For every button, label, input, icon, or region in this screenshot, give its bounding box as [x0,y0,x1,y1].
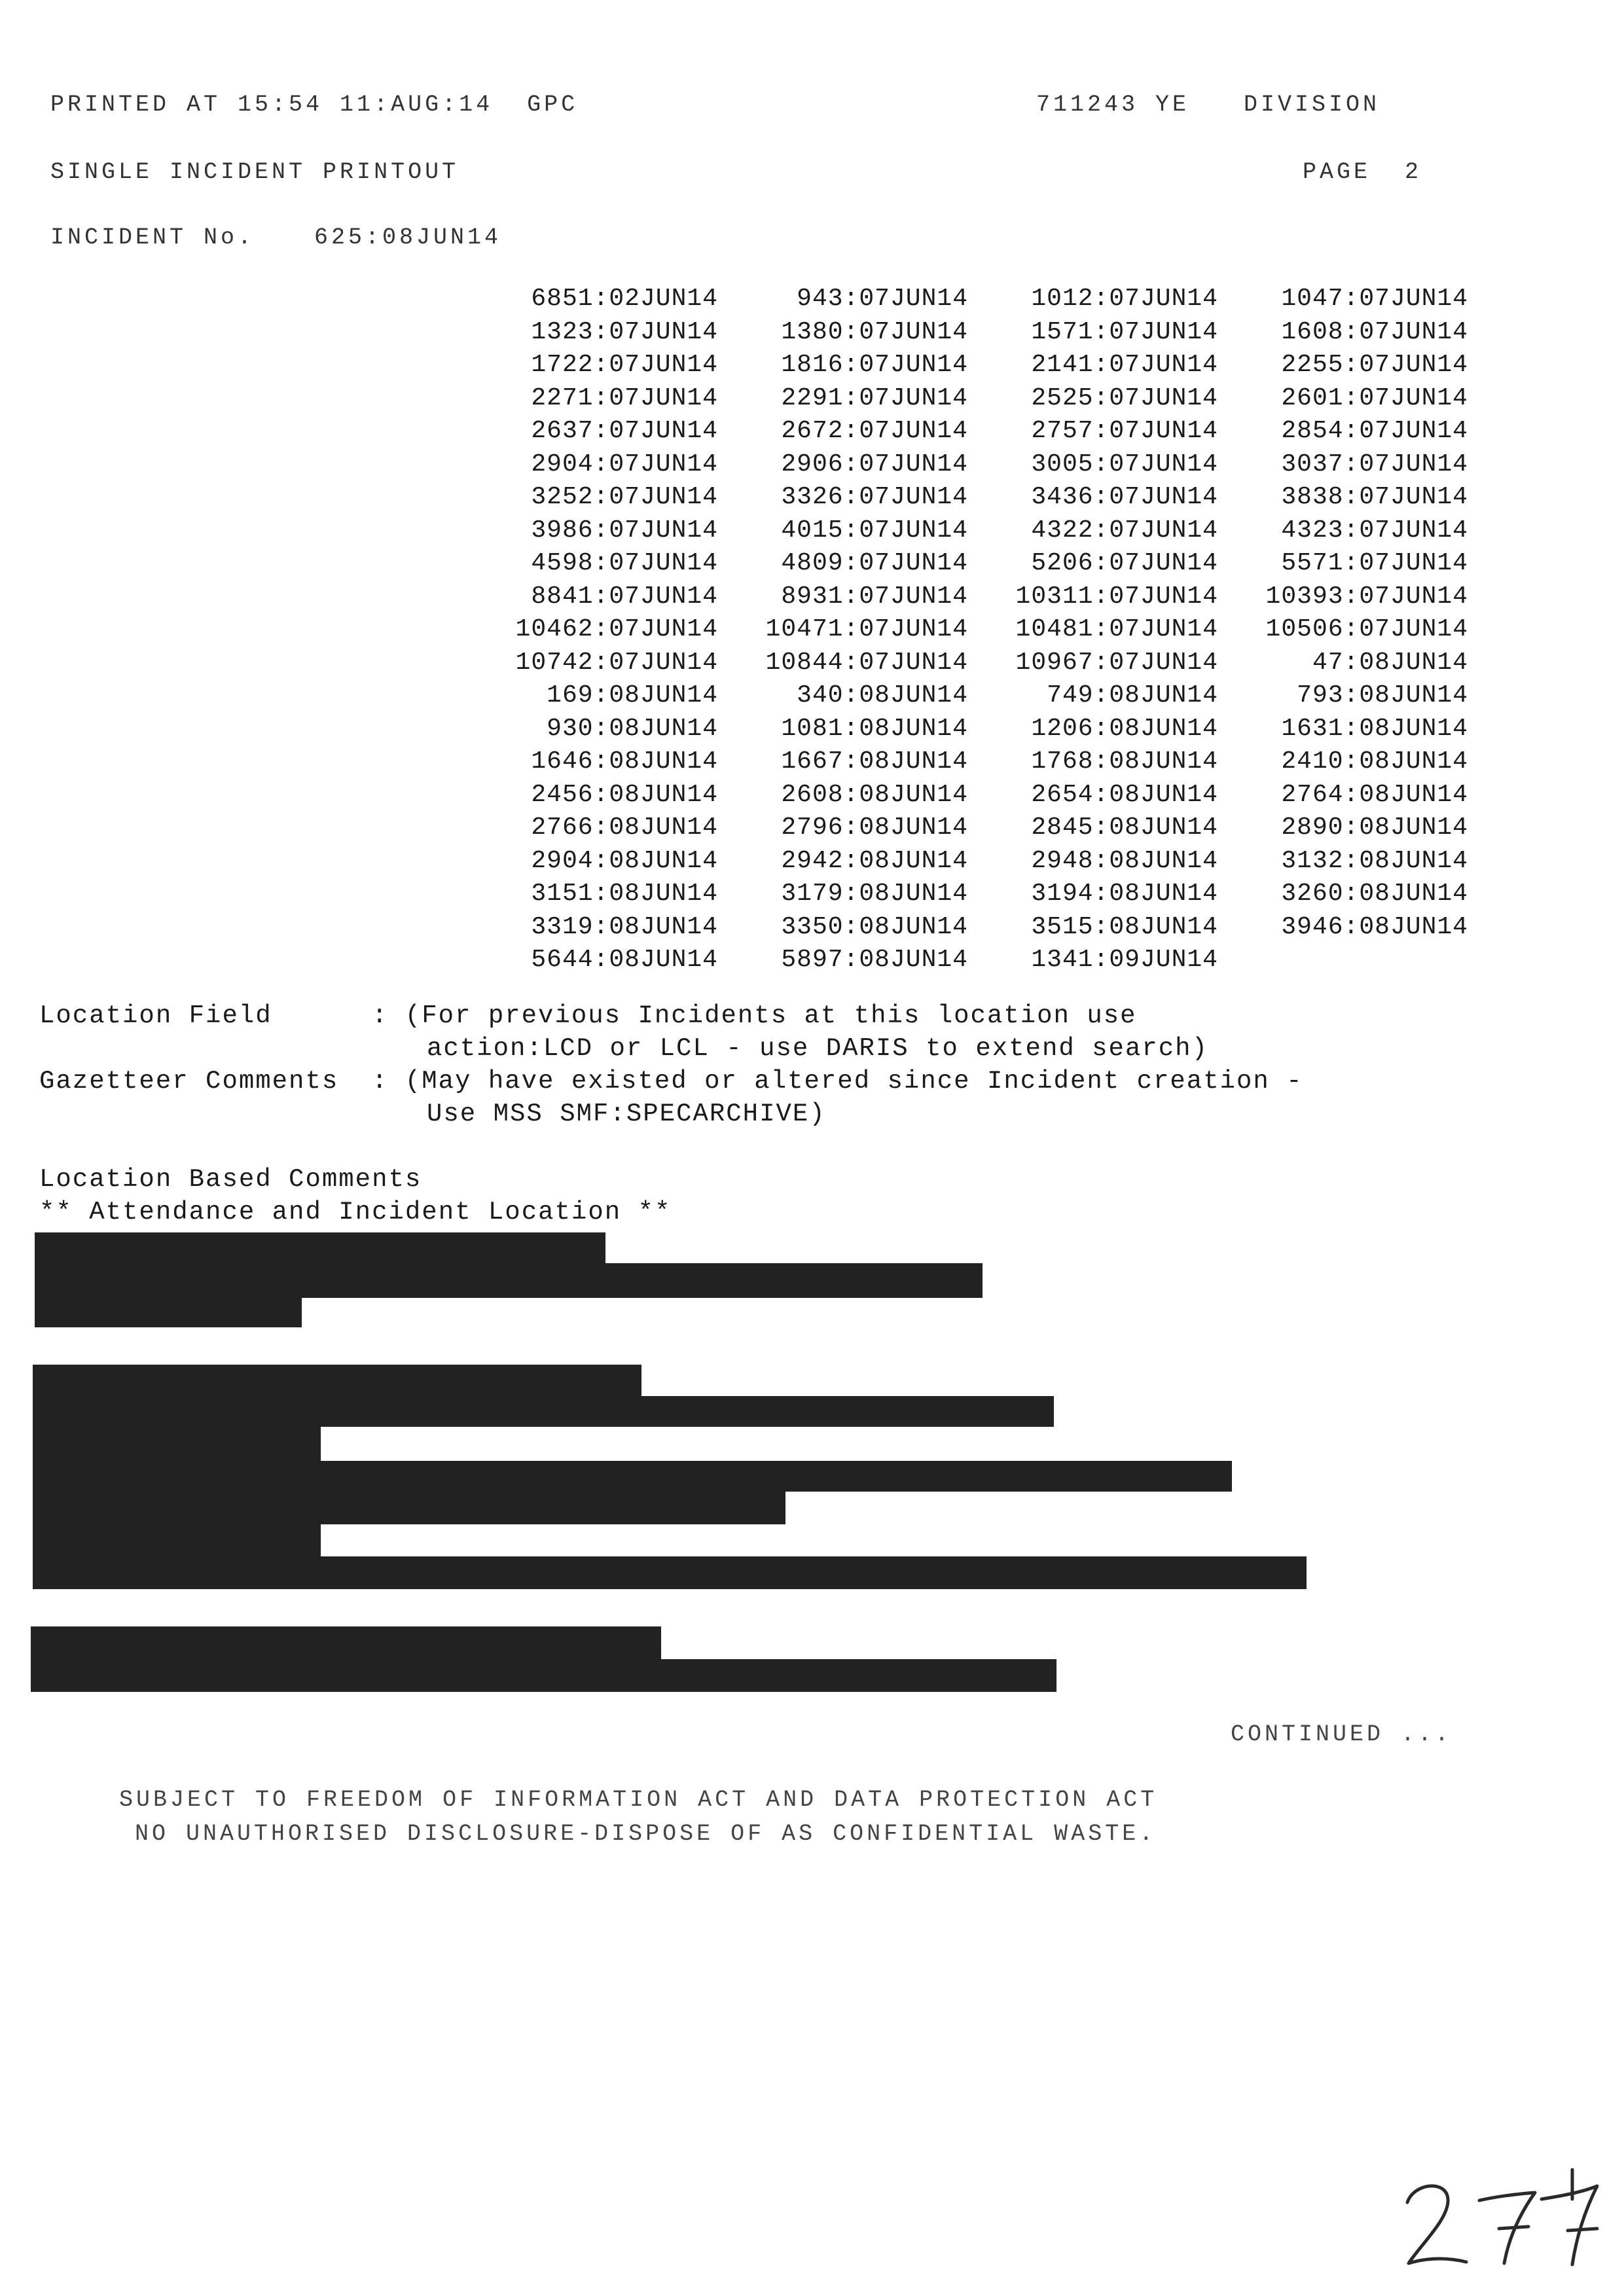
linked-incident-ref: 47:08JUN14 [1312,648,1468,677]
linked-incident-ref: 930:08JUN14 [547,714,718,743]
linked-incident-ref: 1081:08JUN14 [781,714,968,743]
linked-incident-ref: 3132:08JUN14 [1281,846,1468,875]
linked-incident-ref: 8931:07JUN14 [781,582,968,611]
linked-incident-ref: 1047:07JUN14 [1281,285,1468,313]
linked-incident-ref: 2637:07JUN14 [531,417,718,445]
linked-incident-ref: 10481:07JUN14 [1015,615,1218,643]
linked-incident-ref: 3005:07JUN14 [1031,450,1218,478]
linked-incident-ref: 3986:07JUN14 [531,516,718,545]
gazetteer-comments-text: : (May have existed or altered since Incident creation - [372,1067,1303,1096]
linked-incident-ref: 1646:08JUN14 [531,747,718,776]
linked-incident-ref: 2766:08JUN14 [531,814,718,842]
linked-incident-ref: 10471:07JUN14 [765,615,968,643]
linked-incident-ref: 1341:09JUN14 [1031,946,1218,974]
linked-incident-ref: 749:08JUN14 [1047,681,1218,709]
linked-incident-ref: 2291:07JUN14 [781,384,968,412]
linked-incidents-grid [468,285,1468,979]
linked-incident-ref: 2456:08JUN14 [531,780,718,809]
linked-incident-ref: 2796:08JUN14 [781,814,968,842]
linked-incident-ref: 1667:08JUN14 [781,747,968,776]
location-based-comments-label: Location Based Comments [39,1165,422,1194]
linked-incident-ref: 2141:07JUN14 [1031,351,1218,379]
linked-incident-ref: 1816:07JUN14 [781,351,968,379]
linked-incident-ref: 5897:08JUN14 [781,946,968,974]
linked-incident-ref: 5571:07JUN14 [1281,549,1468,577]
linked-incident-ref: 3179:08JUN14 [781,880,968,908]
linked-incident-ref: 1722:07JUN14 [531,351,718,379]
linked-incident-ref: 3260:08JUN14 [1281,880,1468,908]
linked-incident-ref: 2904:07JUN14 [531,450,718,478]
linked-incident-ref: 2845:08JUN14 [1031,814,1218,842]
linked-incident-ref: 3946:08JUN14 [1281,912,1468,941]
linked-incident-ref: 169:08JUN14 [547,681,718,709]
linked-incident-ref: 1571:07JUN14 [1031,317,1218,346]
linked-incident-ref: 10311:07JUN14 [1015,582,1218,611]
linked-incident-ref: 2764:08JUN14 [1281,780,1468,809]
linked-incident-ref: 10462:07JUN14 [515,615,718,643]
linked-incident-ref: 2942:08JUN14 [781,846,968,875]
linked-incident-ref: 4809:07JUN14 [781,549,968,577]
linked-incident-ref: 3436:07JUN14 [1031,483,1218,511]
linked-incident-ref: 10506:07JUN14 [1265,615,1468,643]
linked-incident-ref: 10844:07JUN14 [765,648,968,677]
linked-incident-ref: 2890:08JUN14 [1281,814,1468,842]
confidentiality-notice-2: NO UNAUTHORISED DISCLOSURE-DISPOSE OF AS CONFIDENTIAL WASTE. [135,1821,1157,1847]
incident-number-value: 625:08JUN14 [314,224,502,251]
linked-incident-ref: 2410:08JUN14 [1281,747,1468,776]
linked-incident-ref: 1012:07JUN14 [1031,285,1218,313]
linked-incident-ref: 3515:08JUN14 [1031,912,1218,941]
linked-incident-ref: 8841:07JUN14 [531,582,718,611]
linked-incident-ref: 2525:07JUN14 [1031,384,1218,412]
linked-incident-ref: 10967:07JUN14 [1015,648,1218,677]
printed-timestamp: PRINTED AT 15:54 11:AUG:14 GPC [50,92,579,118]
linked-incident-ref: 4015:07JUN14 [781,516,968,545]
linked-incident-ref: 6851:02JUN14 [531,285,718,313]
continued-label: CONTINUED ... [1231,1721,1453,1748]
linked-incident-ref: 2948:08JUN14 [1031,846,1218,875]
incident-number-label: INCIDENT No. [50,224,255,251]
linked-incident-ref: 1608:07JUN14 [1281,317,1468,346]
gazetteer-comments-text-2: Use MSS SMF:SPECARCHIVE) [427,1100,826,1128]
linked-incident-ref: 2672:07JUN14 [781,417,968,445]
location-field-text: : (For previous Incidents at this location use [372,1001,1137,1030]
linked-incident-ref: 1323:07JUN14 [531,317,718,346]
reference-number: 711243 YE [1036,92,1190,118]
linked-incident-ref: 3151:08JUN14 [531,880,718,908]
linked-incident-ref: 4322:07JUN14 [1031,516,1218,545]
linked-incident-ref: 2271:07JUN14 [531,384,718,412]
document-title: SINGLE INCIDENT PRINTOUT [50,159,460,185]
linked-incident-ref: 10393:07JUN14 [1265,582,1468,611]
location-field-label: Location Field [39,1001,272,1030]
linked-incident-ref: 1206:08JUN14 [1031,714,1218,743]
attendance-heading: ** Attendance and Incident Location ** [39,1198,672,1227]
gazetteer-comments-label: Gazetteer Comments [39,1067,339,1096]
linked-incident-ref: 4598:07JUN14 [531,549,718,577]
linked-incident-ref: 1380:07JUN14 [781,317,968,346]
linked-incident-ref: 2854:07JUN14 [1281,417,1468,445]
linked-incident-ref: 3838:07JUN14 [1281,483,1468,511]
linked-incident-ref: 2904:08JUN14 [531,846,718,875]
linked-incident-ref: 2608:08JUN14 [781,780,968,809]
linked-incident-ref: 3252:07JUN14 [531,483,718,511]
division-label: DIVISION [1244,92,1380,118]
location-field-text-2: action:LCD or LCL - use DARIS to extend search) [427,1034,1208,1063]
linked-incident-ref: 3194:08JUN14 [1031,880,1218,908]
confidentiality-notice: SUBJECT TO FREEDOM OF INFORMATION ACT AND DATA PROTECTION ACT [119,1787,1158,1813]
linked-incident-ref: 2906:07JUN14 [781,450,968,478]
linked-incident-ref: 5206:07JUN14 [1031,549,1218,577]
linked-incident-ref: 340:08JUN14 [797,681,968,709]
linked-incident-ref: 4323:07JUN14 [1281,516,1468,545]
linked-incident-ref: 943:07JUN14 [797,285,968,313]
linked-incident-ref: 3326:07JUN14 [781,483,968,511]
linked-incident-ref: 2255:07JUN14 [1281,351,1468,379]
linked-incident-ref: 3350:08JUN14 [781,912,968,941]
linked-incident-ref: 2601:07JUN14 [1281,384,1468,412]
linked-incident-ref: 3037:07JUN14 [1281,450,1468,478]
linked-incident-ref: 2654:08JUN14 [1031,780,1218,809]
handwritten-page-number [1401,2166,1617,2271]
linked-incident-ref: 1768:08JUN14 [1031,747,1218,776]
linked-incident-ref: 3319:08JUN14 [531,912,718,941]
linked-incident-ref: 1631:08JUN14 [1281,714,1468,743]
linked-incident-ref: 5644:08JUN14 [531,946,718,974]
page-number: PAGE 2 [1303,159,1422,185]
linked-incident-ref: 2757:07JUN14 [1031,417,1218,445]
linked-incident-ref: 793:08JUN14 [1297,681,1468,709]
linked-incident-ref: 10742:07JUN14 [515,648,718,677]
